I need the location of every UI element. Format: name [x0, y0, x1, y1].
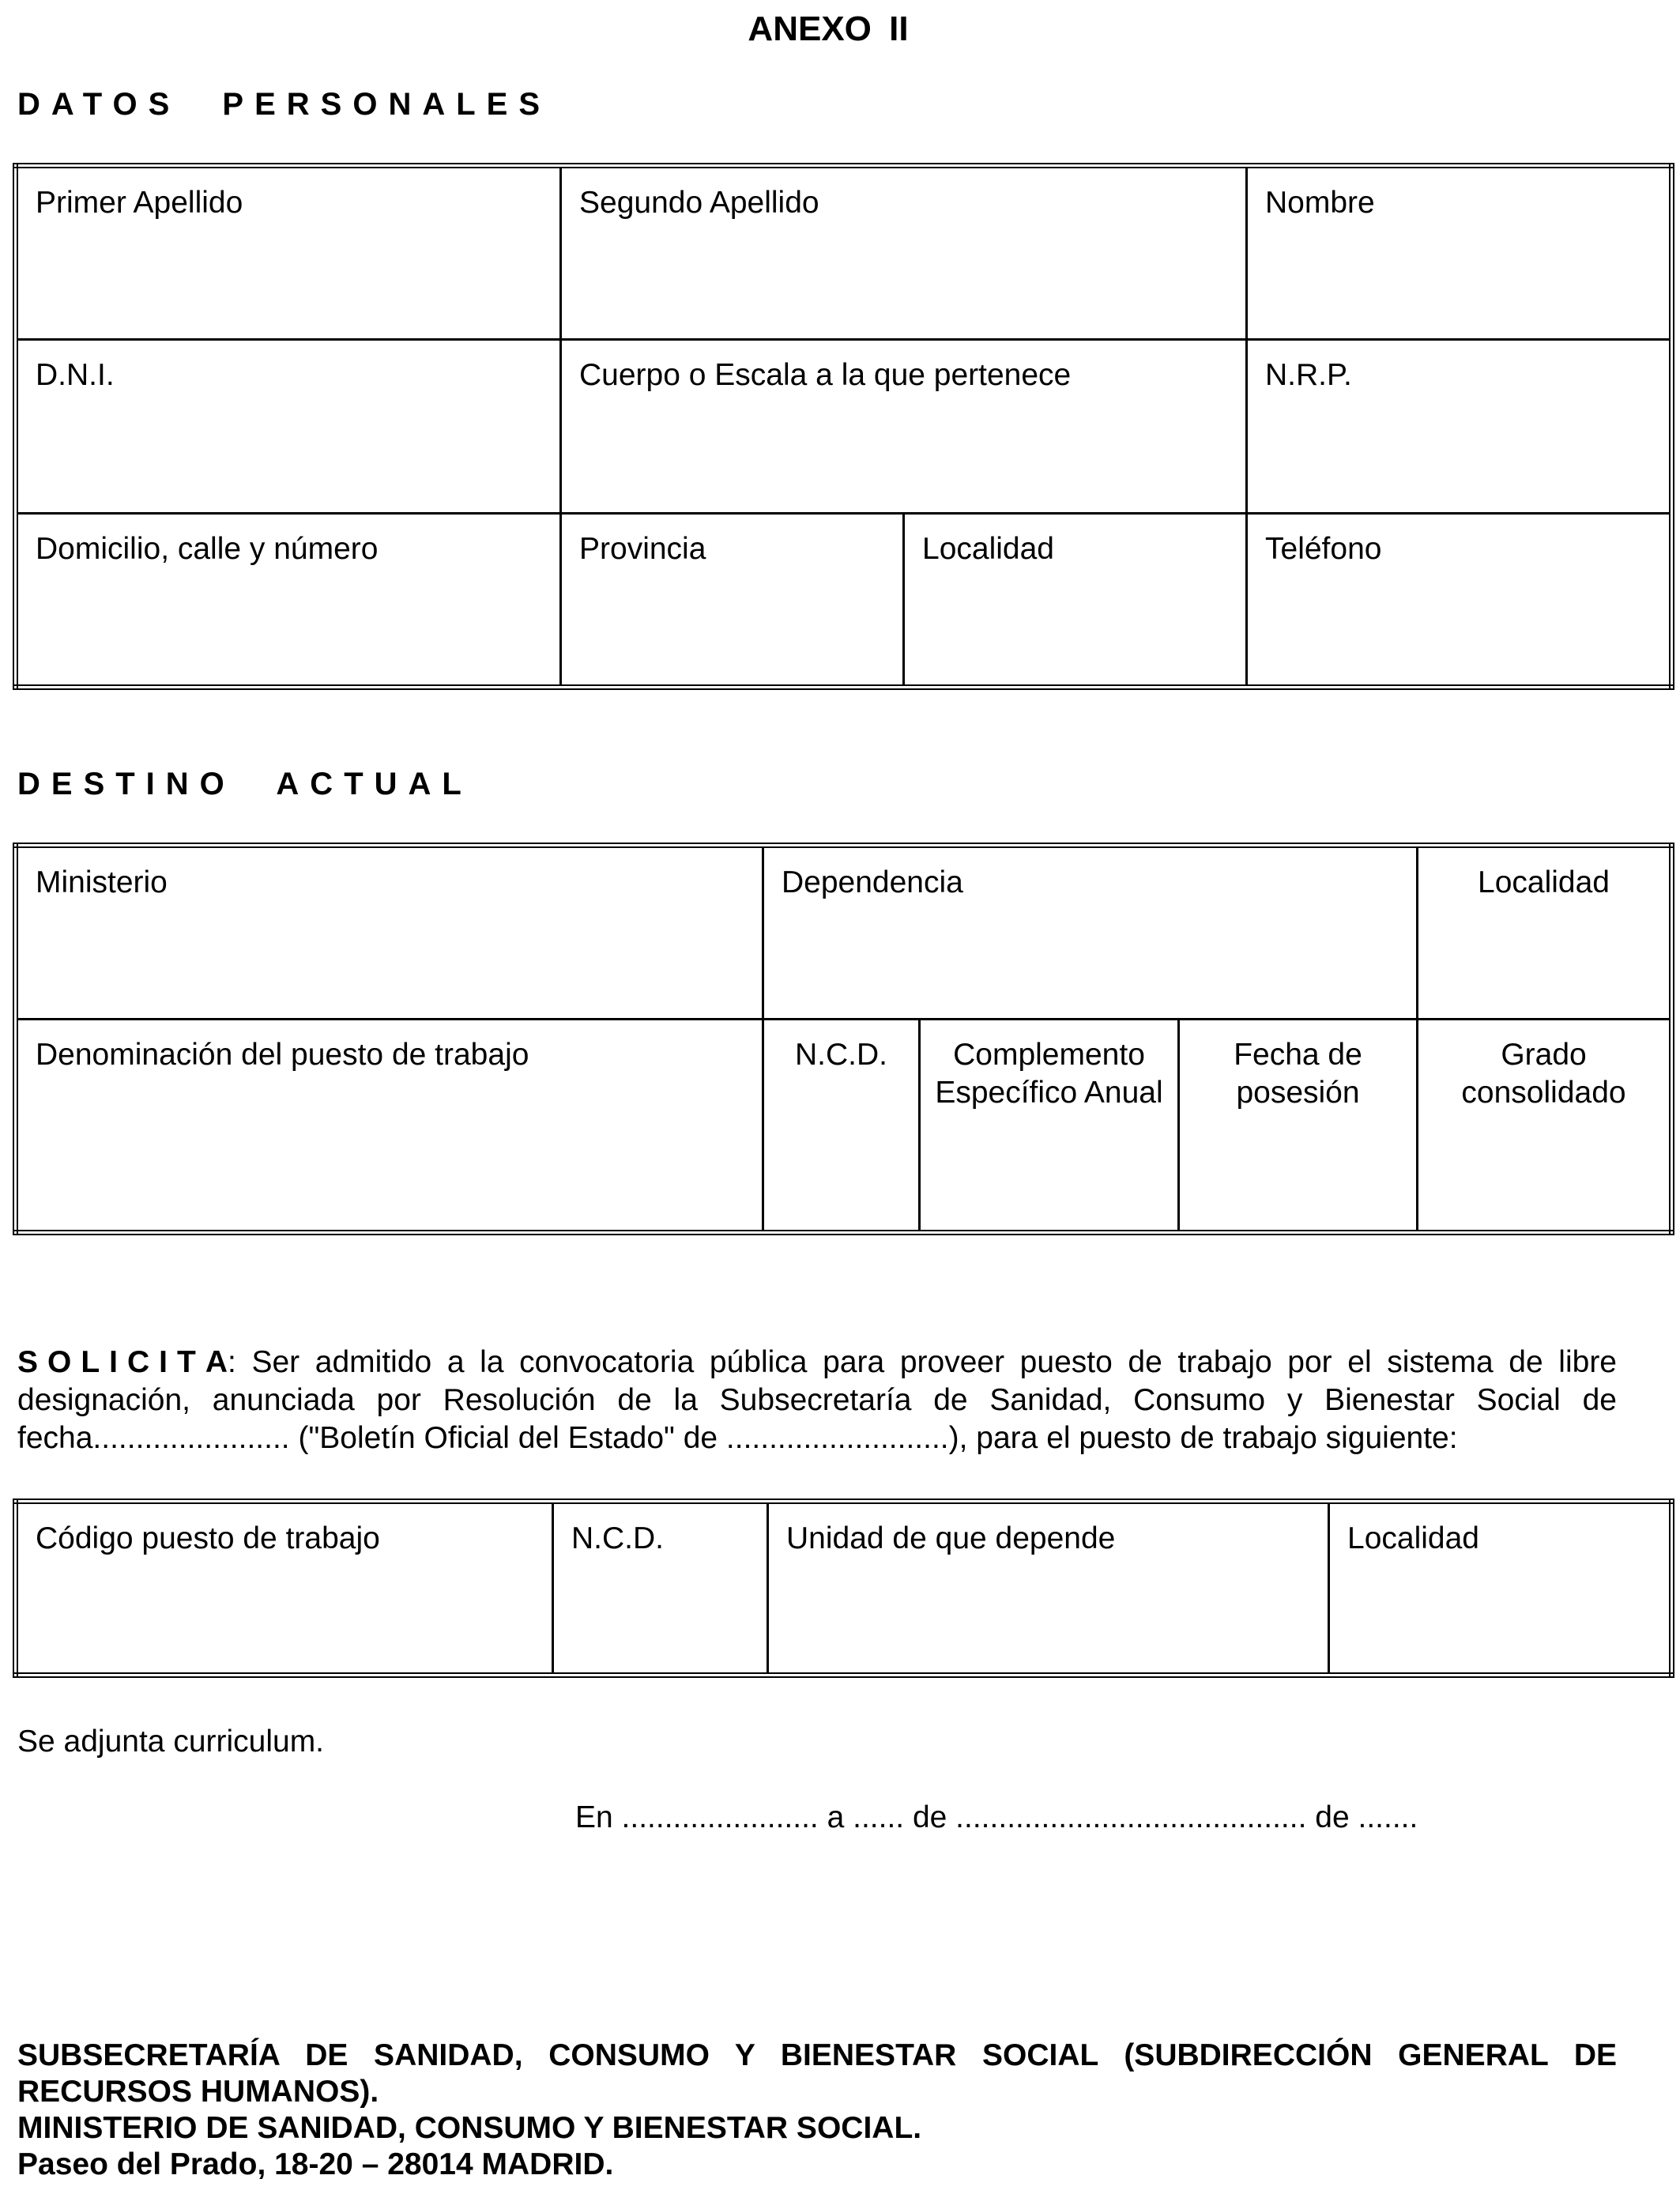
field-label: D.N.I.: [36, 358, 115, 392]
solicita-lead-end: A: [205, 1345, 228, 1379]
field-ncd-solicitado[interactable]: [553, 1502, 768, 1676]
section-heading-destino-actual: DESTINO ACTUAL: [17, 767, 473, 801]
field-label: Localidad: [1347, 1521, 1479, 1555]
destino-actual-table: [13, 843, 1674, 1235]
datos-personales-table: [13, 163, 1674, 690]
field-label: Complemento Específico Anual: [935, 1038, 1163, 1110]
solicita-lead: SOLICIT: [17, 1345, 205, 1379]
footer-line-2: RECURSOS HUMANOS).: [17, 2075, 379, 2109]
field-telefono[interactable]: [1247, 514, 1672, 688]
field-label: N.C.D.: [795, 1038, 887, 1072]
field-primer-apellido[interactable]: [16, 166, 561, 340]
footer-address: [17, 2038, 1617, 2183]
field-label: Localidad: [922, 532, 1054, 566]
table-row: [16, 846, 1672, 1020]
field-label: Teléfono: [1265, 532, 1382, 566]
footer-line-1: SUBSECRETARÍA DE SANIDAD, CONSUMO Y BIENESTAR SOCIAL (SUBDIRECCIÓN GENERAL DE: [17, 2038, 1617, 2072]
field-label: Provincia: [579, 532, 706, 566]
field-label: Segundo Apellido: [579, 186, 819, 220]
footer-line-4: Paseo del Prado, 18-20 – 28014 MADRID.: [17, 2147, 614, 2181]
table-row: [16, 1020, 1672, 1233]
table-row: [16, 166, 1672, 340]
field-codigo-puesto[interactable]: [16, 1502, 553, 1676]
field-label: Primer Apellido: [36, 186, 243, 220]
field-grado-consolidado[interactable]: [1418, 1020, 1672, 1233]
field-segundo-apellido[interactable]: [561, 166, 1247, 340]
field-fecha-posesion[interactable]: [1179, 1020, 1418, 1233]
field-localidad-destino[interactable]: [1418, 846, 1672, 1020]
field-label: N.C.D.: [571, 1521, 664, 1555]
table-row: [16, 1502, 1672, 1676]
field-ncd[interactable]: [763, 1020, 920, 1233]
field-nrp[interactable]: [1247, 340, 1672, 514]
field-label: Cuerpo o Escala a la que pertenece: [579, 358, 1072, 392]
field-label: Grado consolidado: [1461, 1038, 1626, 1110]
field-dni[interactable]: [16, 340, 561, 514]
field-label: N.R.P.: [1265, 358, 1352, 392]
field-label: Ministerio: [36, 865, 168, 899]
field-label: Unidad de que depende: [786, 1521, 1116, 1555]
field-cuerpo-escala[interactable]: [561, 340, 1247, 514]
field-label: Domicilio, calle y número: [36, 532, 379, 566]
field-label: Fecha de posesión: [1234, 1038, 1362, 1110]
solicita-text: : Ser admitido a la convocatoria pública para proveer puesto de trabajo por el sistema de libre designación, anunciada por Resolución de la Subsecretaría de Sanidad, Consumo y Bienestar Social de fecha....................... ("Boletín Oficial del Estado" de ..........................), para el puesto de trabajo siguiente:: [17, 1345, 1617, 1455]
field-nombre[interactable]: [1247, 166, 1672, 340]
table-row: [16, 514, 1672, 688]
puesto-solicitado-table: [13, 1498, 1674, 1678]
field-unidad-depende[interactable]: [768, 1502, 1329, 1676]
field-localidad-solicitado[interactable]: [1329, 1502, 1672, 1676]
lugar-fecha-line[interactable]: En ....................... a ...... de ......................................... de .......: [575, 1800, 1418, 1834]
field-localidad[interactable]: [904, 514, 1247, 688]
field-label: Localidad: [1478, 865, 1610, 899]
field-label: Código puesto de trabajo: [36, 1521, 380, 1555]
section-heading-datos-personales: DATOS PERSONALES: [17, 87, 552, 122]
field-denominacion-puesto[interactable]: [16, 1020, 763, 1233]
page-title: ANEXO II: [748, 9, 909, 48]
field-label: Dependencia: [782, 865, 963, 899]
adjunta-curriculum: Se adjunta curriculum.: [17, 1725, 325, 1759]
field-label: Nombre: [1265, 186, 1375, 220]
field-domicilio[interactable]: [16, 514, 561, 688]
field-complemento-especifico[interactable]: [920, 1020, 1179, 1233]
field-ministerio[interactable]: [16, 846, 763, 1020]
field-label: Denominación del puesto de trabajo: [36, 1038, 529, 1072]
footer-line-3: MINISTERIO DE SANIDAD, CONSUMO Y BIENESTAR SOCIAL.: [17, 2111, 922, 2145]
table-row: [16, 340, 1672, 514]
field-provincia[interactable]: [561, 514, 904, 688]
solicita-paragraph: [17, 1344, 1617, 1457]
field-dependencia[interactable]: [763, 846, 1418, 1020]
